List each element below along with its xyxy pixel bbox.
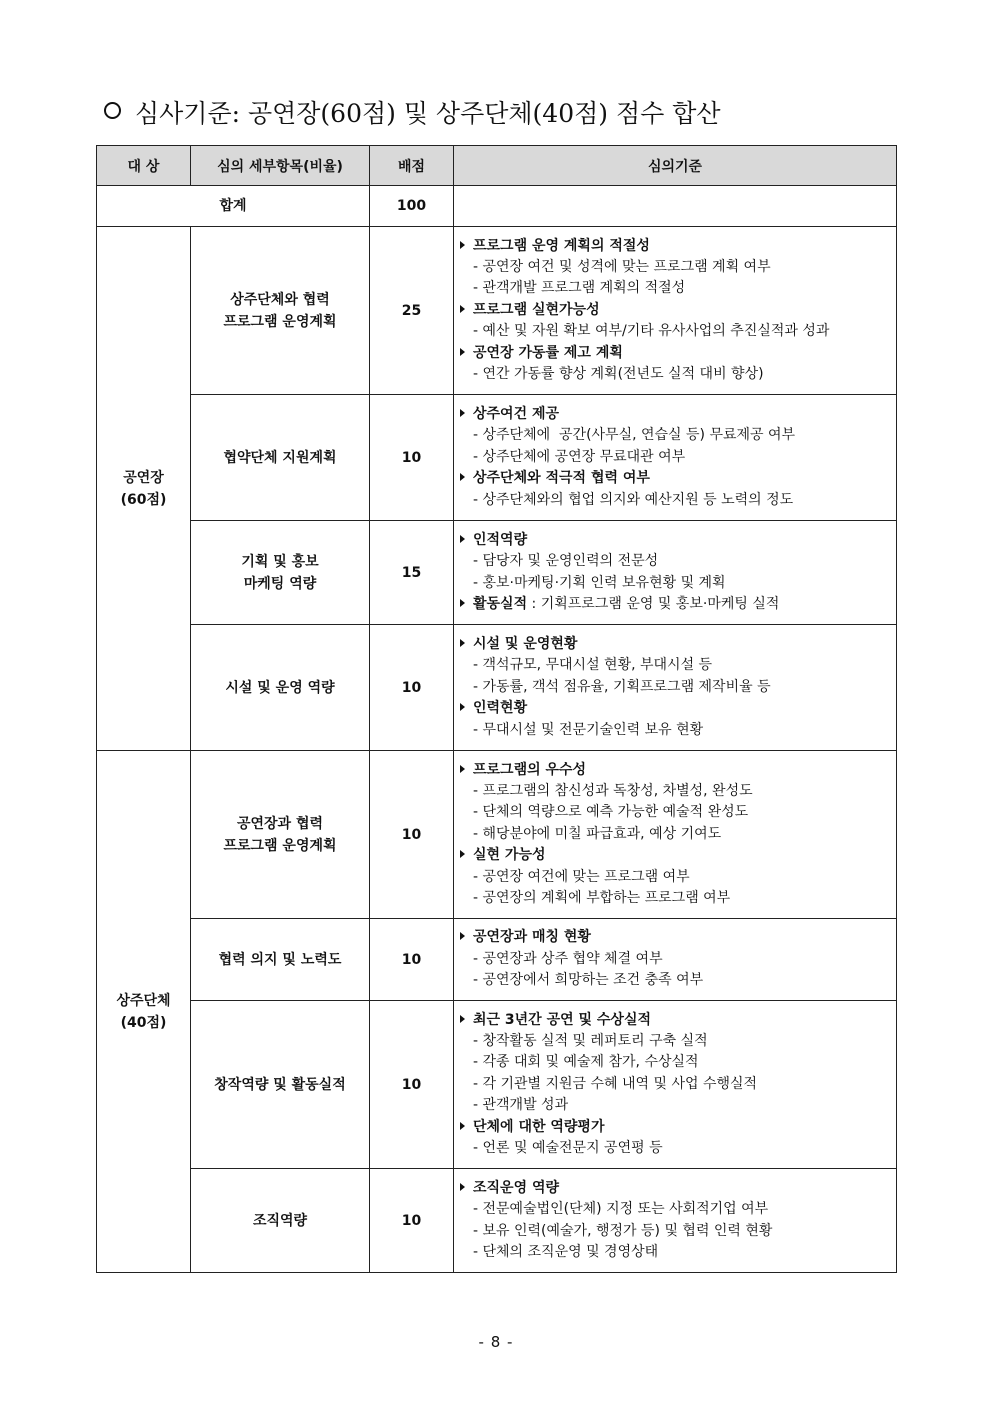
criteria-heading-text: 인력현황 bbox=[473, 700, 528, 717]
table-row bbox=[97, 227, 897, 395]
triangle-bullet-icon bbox=[460, 639, 465, 647]
criteria-detail: - 각종 대회 및 예술제 참가, 수상실적 bbox=[473, 1054, 699, 1071]
criteria-heading bbox=[458, 1010, 892, 1031]
score-cell: 10 bbox=[370, 919, 454, 1001]
triangle-bullet-icon bbox=[460, 409, 465, 417]
criteria-heading bbox=[458, 468, 892, 489]
criteria-heading-text: 최근 3년간 공연 및 수상실적 bbox=[473, 1011, 652, 1028]
score-cell: 15 bbox=[370, 521, 454, 625]
criteria-heading-text: 프로그램 운영 계획의 적절성 bbox=[473, 237, 650, 254]
criteria-cell bbox=[454, 751, 897, 919]
triangle-bullet-icon bbox=[460, 1183, 465, 1191]
section-heading bbox=[104, 96, 904, 132]
criteria-detail: - 관객개발 성과 bbox=[473, 1097, 569, 1114]
triangle-bullet-icon bbox=[460, 305, 465, 313]
score-cell: 10 bbox=[370, 751, 454, 919]
evaluation-criteria-table bbox=[96, 145, 897, 1273]
criteria-detail: - 프로그램의 참신성과 독창성, 차별성, 완성도 bbox=[473, 782, 753, 799]
criteria-detail: - 관객개발 프로그램 계획의 적절성 bbox=[473, 280, 686, 297]
criteria-heading bbox=[458, 404, 892, 425]
triangle-bullet-icon bbox=[460, 765, 465, 773]
criteria-heading-text: 프로그램 실현가능성 bbox=[473, 301, 600, 318]
header-criteria: 심의기준 bbox=[454, 146, 897, 186]
total-score: 100 bbox=[370, 186, 454, 227]
criteria-heading bbox=[458, 845, 892, 866]
page-number: - 8 - bbox=[478, 1333, 514, 1351]
criteria-heading-text: 상주단체와 적극적 협력 여부 bbox=[473, 470, 650, 487]
criteria-detail: - 상주단체와의 협업 의지와 예산지원 등 노력의 정도 bbox=[473, 491, 794, 508]
header-target: 대 상 bbox=[97, 146, 191, 186]
table-row bbox=[97, 395, 897, 521]
target-cell: 상주단체 (40점) bbox=[97, 751, 191, 1273]
criteria-heading bbox=[458, 760, 892, 781]
criteria-detail: - 예산 및 자원 확보 여부/기타 유사사업의 추진실적과 성과 bbox=[473, 323, 830, 340]
triangle-bullet-icon bbox=[460, 850, 465, 858]
criteria-detail: - 각 기관별 지원금 수혜 내역 및 사업 수행실적 bbox=[473, 1075, 758, 1092]
item-cell: 조직역량 bbox=[191, 1169, 370, 1273]
criteria-detail: - 가동률, 객석 점유율, 기획프로그램 제작비율 등 bbox=[473, 678, 771, 695]
triangle-bullet-icon bbox=[460, 1122, 465, 1130]
criteria-heading bbox=[458, 634, 892, 655]
criteria-heading bbox=[458, 594, 892, 615]
criteria-detail: - 공연장 여건 및 성격에 맞는 프로그램 계획 여부 bbox=[473, 258, 771, 275]
criteria-cell bbox=[454, 521, 897, 625]
criteria-heading-text: 단체에 대한 역량평가 bbox=[473, 1118, 605, 1135]
criteria-detail: - 단체의 역량으로 예측 가능한 예술적 완성도 bbox=[473, 804, 749, 821]
criteria-cell bbox=[454, 395, 897, 521]
score-cell: 10 bbox=[370, 1001, 454, 1169]
criteria-heading bbox=[458, 236, 892, 257]
criteria-detail: - 공연장과 상주 협약 체결 여부 bbox=[473, 950, 663, 967]
table-row bbox=[97, 625, 897, 751]
criteria-heading-text: 조직운영 역량 bbox=[473, 1179, 560, 1196]
criteria-heading-text: 공연장과 매칭 현황 bbox=[473, 929, 591, 946]
criteria-heading-text: 실현 가능성 bbox=[473, 847, 546, 864]
total-row bbox=[97, 186, 897, 227]
item-cell: 기획 및 홍보 마케팅 역량 bbox=[191, 521, 370, 625]
criteria-detail: - 연간 가동률 향상 계획(전년도 실적 대비 향상) bbox=[473, 366, 764, 383]
triangle-bullet-icon bbox=[460, 473, 465, 481]
criteria-heading-note: : 기획프로그램 운영 및 홍보·마케팅 실적 bbox=[527, 595, 780, 612]
circle-bullet-icon bbox=[104, 102, 121, 119]
criteria-heading-text: 시설 및 운영현황 bbox=[473, 635, 578, 652]
section-heading-text: 심사기준: 공연장(60점) 및 상주단체(40점) 점수 합산 bbox=[135, 99, 721, 128]
table-header-row bbox=[97, 146, 897, 186]
triangle-bullet-icon bbox=[460, 1015, 465, 1023]
triangle-bullet-icon bbox=[460, 932, 465, 940]
criteria-cell bbox=[454, 919, 897, 1001]
header-item: 심의 세부항목(비율) bbox=[191, 146, 370, 186]
criteria-detail: - 전문예술법인(단체) 지정 또는 사회적기업 여부 bbox=[473, 1201, 769, 1218]
table-row bbox=[97, 919, 897, 1001]
criteria-cell bbox=[454, 625, 897, 751]
triangle-bullet-icon bbox=[460, 599, 465, 607]
score-cell: 25 bbox=[370, 227, 454, 395]
criteria-detail: - 단체의 조직운영 및 경영상태 bbox=[473, 1243, 659, 1260]
criteria-detail: - 객석규모, 무대시설 현황, 부대시설 등 bbox=[473, 657, 713, 674]
criteria-heading-text: 프로그램의 우수성 bbox=[473, 761, 587, 778]
table-row bbox=[97, 521, 897, 625]
criteria-heading-text: 공연장 가동률 제고 계획 bbox=[473, 344, 623, 361]
item-cell: 시설 및 운영 역량 bbox=[191, 625, 370, 751]
table-row bbox=[97, 751, 897, 919]
criteria-heading-text: 활동실적 bbox=[473, 595, 528, 612]
triangle-bullet-icon bbox=[460, 241, 465, 249]
criteria-detail: - 공연장의 계획에 부합하는 프로그램 여부 bbox=[473, 890, 731, 907]
target-cell: 공연장 (60점) bbox=[97, 227, 191, 751]
triangle-bullet-icon bbox=[460, 348, 465, 356]
criteria-heading bbox=[458, 927, 892, 948]
triangle-bullet-icon bbox=[460, 703, 465, 711]
score-cell: 10 bbox=[370, 1169, 454, 1273]
criteria-detail: - 무대시설 및 전문기술인력 보유 현황 bbox=[473, 721, 704, 738]
score-cell: 10 bbox=[370, 395, 454, 521]
total-criteria bbox=[454, 186, 897, 227]
item-cell: 협력 의지 및 노력도 bbox=[191, 919, 370, 1001]
item-cell: 공연장과 협력 프로그램 운영계획 bbox=[191, 751, 370, 919]
header-score: 배점 bbox=[370, 146, 454, 186]
item-cell: 창작역량 및 활동실적 bbox=[191, 1001, 370, 1169]
criteria-heading-text: 인적역량 bbox=[473, 531, 528, 548]
criteria-heading bbox=[458, 343, 892, 364]
item-cell: 상주단체와 협력 프로그램 운영계획 bbox=[191, 227, 370, 395]
table-row bbox=[97, 1001, 897, 1169]
criteria-detail: - 언론 및 예술전문지 공연평 등 bbox=[473, 1140, 663, 1157]
total-label: 합계 bbox=[97, 186, 370, 227]
criteria-heading bbox=[458, 698, 892, 719]
criteria-heading bbox=[458, 530, 892, 551]
criteria-heading bbox=[458, 1178, 892, 1199]
criteria-cell bbox=[454, 227, 897, 395]
criteria-cell bbox=[454, 1169, 897, 1273]
criteria-cell bbox=[454, 1001, 897, 1169]
criteria-detail: - 해당분야에 미칠 파급효과, 예상 기여도 bbox=[473, 825, 722, 842]
triangle-bullet-icon bbox=[460, 535, 465, 543]
criteria-detail: - 홍보·마케팅·기획 인력 보유현황 및 계획 bbox=[473, 574, 726, 591]
criteria-detail: - 담당자 및 운영인력의 전문성 bbox=[473, 553, 659, 570]
criteria-heading bbox=[458, 1117, 892, 1138]
item-cell: 협약단체 지원계획 bbox=[191, 395, 370, 521]
score-cell: 10 bbox=[370, 625, 454, 751]
criteria-heading-text: 상주여건 제공 bbox=[473, 405, 560, 422]
criteria-detail: - 공연장 여건에 맞는 프로그램 여부 bbox=[473, 868, 690, 885]
criteria-detail: - 보유 인력(예술가, 행정가 등) 및 협력 인력 현황 bbox=[473, 1222, 773, 1239]
table-row bbox=[97, 1169, 897, 1273]
criteria-detail: - 공연장에서 희망하는 조건 충족 여부 bbox=[473, 972, 704, 989]
criteria-detail: - 상주단체에 공연장 무료대관 여부 bbox=[473, 448, 686, 465]
criteria-detail: - 창작활동 실적 및 레퍼토리 구축 실적 bbox=[473, 1032, 708, 1049]
criteria-heading bbox=[458, 300, 892, 321]
criteria-detail: - 상주단체에 공간(사무실, 연습실 등) 무료제공 여부 bbox=[473, 427, 796, 444]
